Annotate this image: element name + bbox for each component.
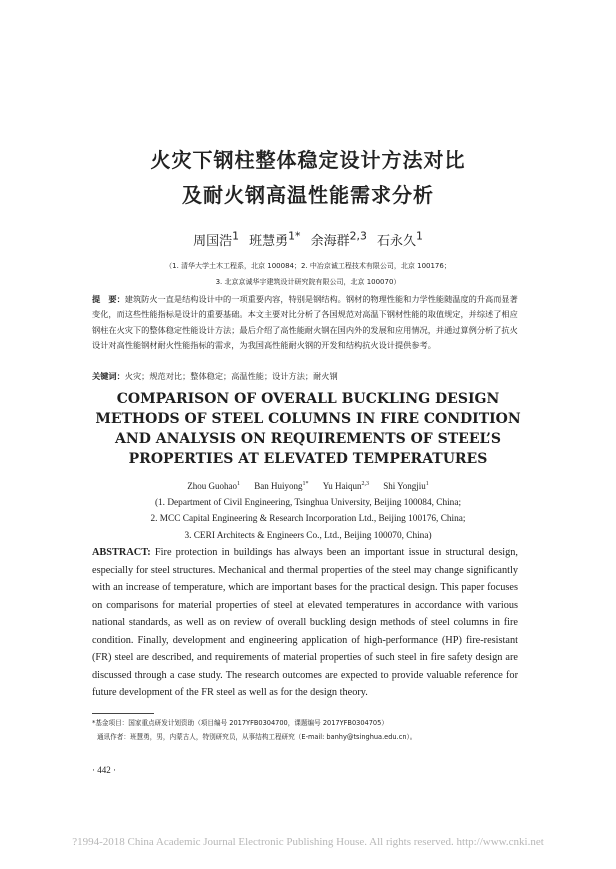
footnote-contact: 通讯作者：班慧勇，男，内蒙古人，特别研究员，从事结构工程研究（E-mail: banhy@tsinghua.edu.cn）。 xyxy=(97,733,417,741)
cn-author-4: 石永久$^1$ xyxy=(377,230,423,250)
en-title-line3: AND ANALYSIS ON REQUIREMENTS OF STEEL’S xyxy=(115,431,501,447)
en-affiliation-line2: 2. MCC Capital Engineering & Research Incorporation Ltd., Beijing 100176, China; xyxy=(150,514,466,524)
cn-author-2: 班慧勇$^{1*}$ xyxy=(249,230,301,250)
cn-title-line2: 及耐火钢高温性能需求分析 xyxy=(182,183,434,207)
en-author-3: Yu Haiqun$^{2,3}$ xyxy=(322,481,369,491)
cn-author-1: 周国浩$^1$ xyxy=(193,230,239,250)
en-abstract-text: Fire protection in buildings has always been an important issue in structural design, especially for steel structures. Mechanical and thermal properties of the steel may change significantly with an increase of temperature, which are important bases for the practical design. This paper focuses on comparisons for material properties of steel at elevated temperatures in accordance with various national standards, as well as on review of overall buckling design methods of steel columns in fire condition. Finally, development and engineering application of high-performance (HP) fire-resistant (FR) steel are described, and requirements of material properties of such steel in fire safety design are discussed through a case study. The research outcomes are expected to provide valuable reference for future development of the FR steel as well as for the design theory. xyxy=(92,547,518,698)
cn-abstract-text: 建筑防火一直是结构设计中的一项重要内容，特别是钢结构。钢材的物理性能和力学性能随温度的升高而显著变化，而这些性能指标是设计的重要基础。本文主要对比分析了各国规范对高温下钢材性能的取值规定，并综述了相应钢柱在火灾下的整体稳定性能设计方法；最后介绍了高性能耐火钢在国内外的发展和应用情况，并通过算例分析了抗火设计对高性能钢材耐火性能指标的需求，为我国高性能耐火钢的开发和结构抗火设计提供参考。 xyxy=(92,294,518,350)
en-author-1: Zhou Guohao$^1$ xyxy=(187,481,240,491)
en-authors xyxy=(0,481,616,491)
en-title-line4: PROPERTIES AT ELEVATED TEMPERATURES xyxy=(128,451,488,467)
cn-affiliation-line1: （1. 清华大学土木工程系，北京 100084；2. 中冶京诚工程技术有限公司，北京 100176； xyxy=(165,262,451,270)
footnote-divider xyxy=(92,713,154,714)
page-number: · 442 · xyxy=(92,765,116,775)
footnote-fund: *基金项目：国家重点研发计划资助（项目编号 2017YFB0304700，课题编号 2017YFB0304705） xyxy=(92,719,388,727)
cn-author-3: 余海群$^{2,3}$ xyxy=(310,230,367,250)
en-affiliation-line3: 3. CERI Architects & Engineers Co., Ltd., Beijing 100070, China) xyxy=(184,531,432,541)
en-abstract xyxy=(92,544,518,702)
en-abstract-label: ABSTRACT: xyxy=(92,547,151,558)
en-affiliation-line1: (1. Department of Civil Engineering, Tsinghua University, Beijing 100084, China; xyxy=(154,498,462,508)
cn-keywords-label: 关键词： xyxy=(92,371,125,381)
cn-authors xyxy=(0,230,616,249)
cn-keywords xyxy=(92,371,520,382)
copyright-footer: ?1994-2018 China Academic Journal Electronic Publishing House. All rights reserved. http://www.cnki.net xyxy=(72,836,544,848)
cn-abstract xyxy=(92,292,520,353)
en-title-line2: METHODS OF STEEL COLUMNS IN FIRE CONDITION xyxy=(95,411,521,427)
en-author-4: Shi Yongjiu$^1$ xyxy=(383,481,429,491)
cn-abstract-label: 提 要： xyxy=(92,294,125,304)
cn-keywords-text: 火灾；规范对比；整体稳定；高温性能；设计方法；耐火钢 xyxy=(124,371,338,381)
cn-title-line1: 火灾下钢柱整体稳定设计方法对比 xyxy=(150,148,466,172)
cn-affiliation-line2: 3. 北京京诚华宇建筑设计研究院有限公司，北京 100070） xyxy=(215,278,401,286)
en-title-line1: COMPARISON OF OVERALL BUCKLING DESIGN xyxy=(116,391,500,407)
en-author-2: Ban Huiyong$^{1*}$ xyxy=(254,481,309,491)
